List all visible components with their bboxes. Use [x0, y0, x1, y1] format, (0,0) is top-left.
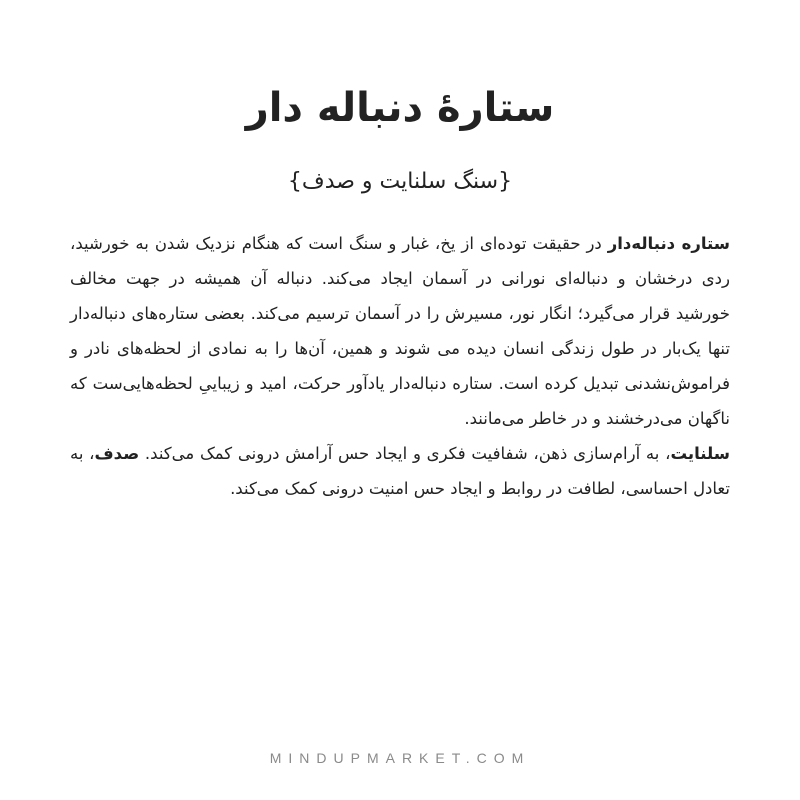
shell-term: صدف — [94, 444, 140, 463]
page-title: ستارهٔ دنباله دار — [245, 85, 555, 131]
stones-paragraph — [70, 436, 730, 506]
page-subtitle: {سنگ سلنایت و صدف} — [287, 169, 513, 194]
selenite-term: سلنایت — [670, 444, 730, 463]
comet-paragraph — [70, 226, 730, 436]
footer-website: MINDUPMARKET.COM — [269, 750, 531, 766]
shell-description: ، به تعادل احساسی، لطافت در روابط و ایجاد حس امنیت درونی کمک می‌کند. — [70, 444, 730, 498]
comet-description: در حقیقت توده‌ای از یخ، غبار و سنگ است که هنگام نزدیک شدن به خورشید، ردی درخشان و دنباله‌ای نورانی در آسمان ایجاد می‌کند. دنباله آن همیشه در جهت مخالف خورشید قرار می‌گیرد؛ انگار نور، مسیرش را در آسمان ترسیم می‌کند. بعضی ستاره‌های دنباله‌دار تنها یک‌بار در طول زندگی انسان دیده می شوند و همین، آن‌ها را به نمادی از لحظه‌های نادر و فراموش‌نشدنی تبدیل کرده است. ستاره دنباله‌دار یادآور حرکت، امید و زیباییِ لحظه‌هایی‌ست که ناگهان می‌درخشند و در خاطر می‌مانند. — [70, 234, 730, 428]
comet-term: ستاره دنباله‌دار — [607, 234, 730, 253]
description-text — [70, 226, 730, 506]
selenite-description: ، به آرام‌سازی ذهن، شفافیت فکری و ایجاد حس آرامش درونی کمک می‌کند. — [139, 444, 671, 463]
